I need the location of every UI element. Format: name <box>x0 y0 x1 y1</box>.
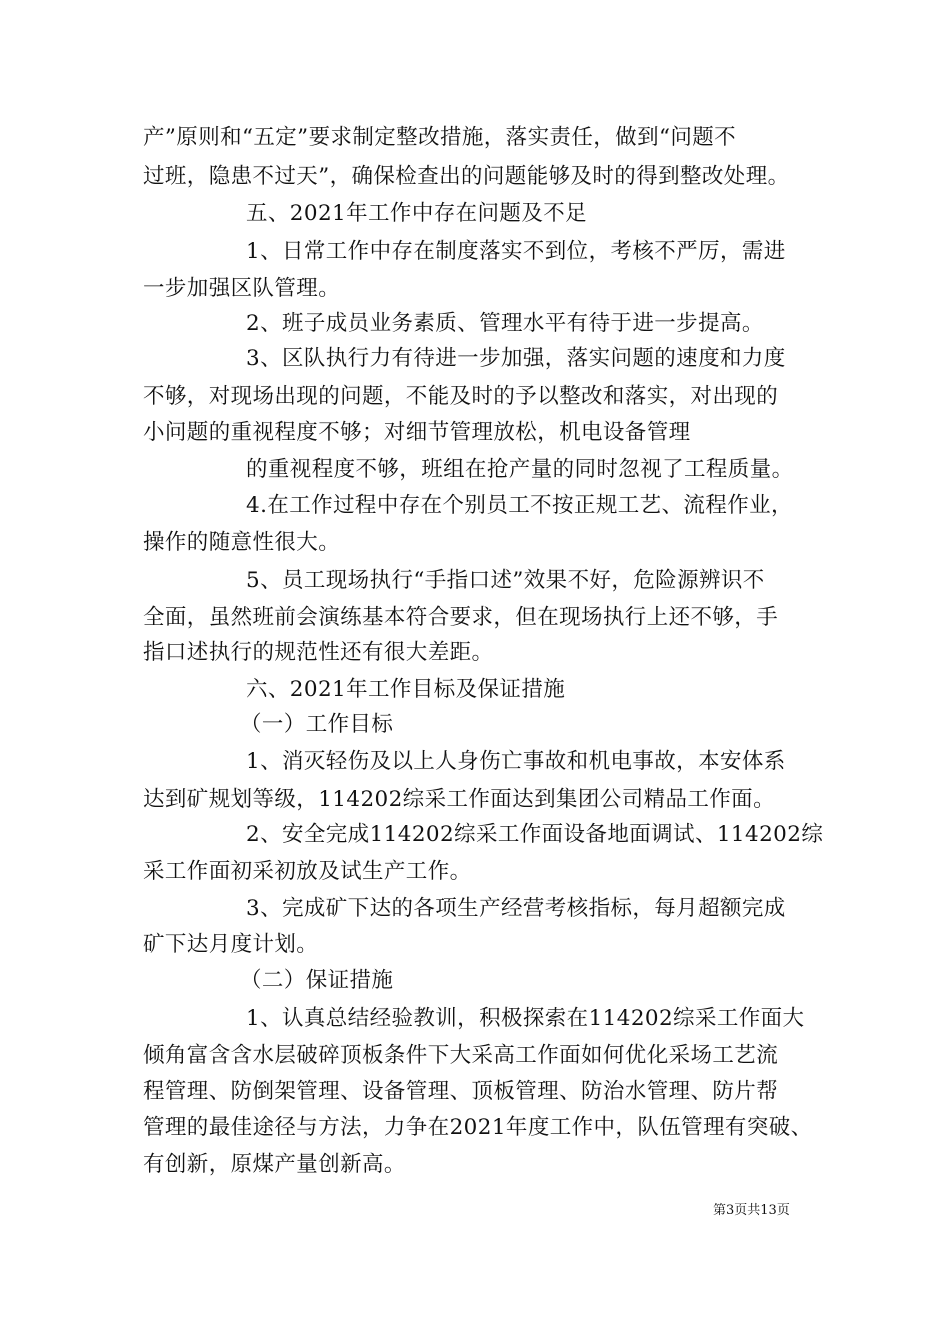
text-line: 倾角富含含水层破碎顶板条件下大采高工作面如何优化采场工艺流 <box>143 1043 779 1068</box>
section-heading: 六、2021年工作目标及保证措施 <box>246 677 566 702</box>
text-line: 的重视程度不够，班组在抢产量的同时忽视了工程质量。 <box>246 457 794 482</box>
text-line: 小问题的重视程度不够；对细节管理放松，机电设备管理 <box>143 420 691 445</box>
text-line: 4.在工作过程中存在个别员工不按正规工艺、流程作业， <box>246 493 793 518</box>
text-line: 采工作面初采初放及试生产工作。 <box>143 859 472 884</box>
text-line: 管理的最佳途径与方法，力争在2021年度工作中，队伍管理有突破、 <box>143 1115 813 1140</box>
text-line: 3、区队执行力有待进一步加强，落实问题的速度和力度 <box>246 346 786 371</box>
text-line: 有创新，原煤产量创新高。 <box>143 1152 406 1177</box>
text-line: 5、员工现场执行“手指口述”效果不好，危险源辨识不 <box>246 568 765 593</box>
subsection-heading: （一）工作目标 <box>240 712 394 737</box>
text-line: 操作的随意性很大。 <box>143 530 341 555</box>
text-line: 一步加强区队管理。 <box>143 276 341 301</box>
text-line: 不够，对现场出现的问题，不能及时的予以整改和落实，对出现的 <box>143 384 779 409</box>
text-line: 矿下达月度计划。 <box>143 932 319 957</box>
text-line: 1、消灭轻伤及以上人身伤亡事故和机电事故，本安体系 <box>246 749 786 774</box>
subsection-heading: （二）保证措施 <box>240 968 394 993</box>
text-line: 产”原则和“五定”要求制定整改措施，落实责任，做到“问题不 <box>143 125 737 150</box>
text-line: 过班，隐患不过天”，确保检查出的问题能够及时的得到整改处理。 <box>143 164 790 189</box>
text-line: 指口述执行的规范性还有很大差距。 <box>143 640 494 665</box>
text-line: 全面，虽然班前会演练基本符合要求，但在现场执行上还不够，手 <box>143 605 779 630</box>
text-line: 1、认真总结经验教训，积极探索在114202综采工作面大 <box>246 1006 805 1031</box>
text-line: 3、完成矿下达的各项生产经营考核指标，每月超额完成 <box>246 896 786 921</box>
text-line: 2、班子成员业务素质、管理水平有待于进一步提高。 <box>246 311 764 336</box>
text-line: 达到矿规划等级，114202综采工作面达到集团公司精品工作面。 <box>143 787 775 812</box>
text-line: 1、日常工作中存在制度落实不到位，考核不严厉，需进 <box>246 239 786 264</box>
text-line: 程管理、防倒架管理、设备管理、顶板管理、防治水管理、防片帮 <box>143 1079 779 1104</box>
text-line: 2、安全完成114202综采工作面设备地面调试、114202综 <box>246 822 824 847</box>
page-number: 第3页共13页 <box>713 1203 790 1218</box>
section-heading: 五、2021年工作中存在问题及不足 <box>246 201 588 226</box>
